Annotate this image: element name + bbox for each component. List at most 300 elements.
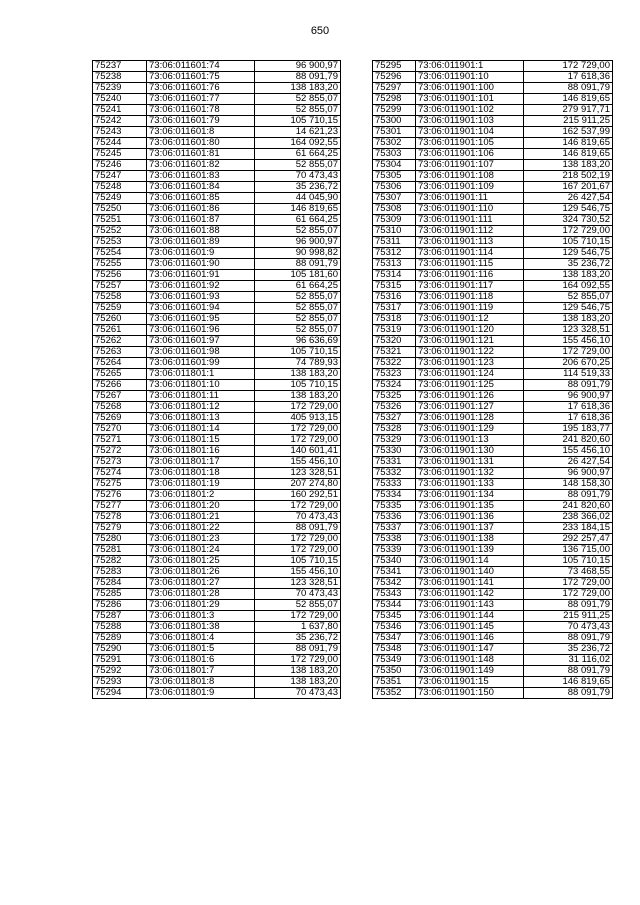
row-number-cell: 75319 <box>373 325 416 336</box>
cadastral-number-cell: 73:06:011801:24 <box>147 545 255 556</box>
cadastral-number-cell: 73:06:011901:125 <box>416 380 524 391</box>
row-number-cell: 75244 <box>93 138 147 149</box>
cadastral-value-cell: 136 715,00 <box>524 545 613 556</box>
table-row <box>93 270 341 281</box>
page-number: 650 <box>310 25 330 37</box>
table-row <box>373 72 613 83</box>
cadastral-number-cell: 73:06:011901:143 <box>416 600 524 611</box>
row-number-cell: 75329 <box>373 435 416 446</box>
table-row <box>373 193 613 204</box>
cadastral-value-cell: 74 789,93 <box>255 358 341 369</box>
cadastral-value-cell: 129 546,75 <box>524 204 613 215</box>
cadastral-value-cell: 155 456,10 <box>255 567 341 578</box>
table-row <box>373 688 613 699</box>
cadastral-value-cell: 52 855,07 <box>255 105 341 116</box>
cadastral-number-cell: 73:06:011901:128 <box>416 413 524 424</box>
table-row <box>93 534 341 545</box>
table-row <box>93 556 341 567</box>
cadastral-value-cell: 88 091,79 <box>524 688 613 699</box>
row-number-cell: 75298 <box>373 94 416 105</box>
table-row <box>373 215 613 226</box>
table-row <box>93 105 341 116</box>
cadastral-value-cell: 172 729,00 <box>524 578 613 589</box>
table-row <box>373 248 613 259</box>
table-row <box>93 127 341 138</box>
row-number-cell: 75328 <box>373 424 416 435</box>
table-row <box>373 347 613 358</box>
cadastral-value-cell: 123 328,51 <box>524 325 613 336</box>
cadastral-number-cell: 73:06:011801:22 <box>147 523 255 534</box>
table-row <box>93 545 341 556</box>
table-row <box>93 600 341 611</box>
cadastral-number-cell: 73:06:011901:132 <box>416 468 524 479</box>
cadastral-value-cell: 172 729,00 <box>255 534 341 545</box>
table-row <box>373 127 613 138</box>
table-row <box>93 281 341 292</box>
cadastral-value-cell: 146 819,65 <box>255 204 341 215</box>
cadastral-number-cell: 73:06:011901:123 <box>416 358 524 369</box>
cadastral-number-cell: 73:06:011601:9 <box>147 248 255 259</box>
cadastral-value-cell: 129 546,75 <box>524 248 613 259</box>
table-row <box>93 688 341 699</box>
row-number-cell: 75300 <box>373 116 416 127</box>
cadastral-value-cell: 138 183,20 <box>255 83 341 94</box>
cadastral-number-cell: 73:06:011801:16 <box>147 446 255 457</box>
table-row <box>373 380 613 391</box>
cadastral-number-cell: 73:06:011901:133 <box>416 479 524 490</box>
cadastral-value-cell: 114 519,33 <box>524 369 613 380</box>
table-row <box>93 336 341 347</box>
table-row <box>93 655 341 666</box>
table-row <box>373 578 613 589</box>
cadastral-value-cell: 88 091,79 <box>524 666 613 677</box>
cadastral-value-cell: 70 473,43 <box>255 688 341 699</box>
row-number-cell: 75251 <box>93 215 147 226</box>
cadastral-number-cell: 73:06:011801:4 <box>147 633 255 644</box>
row-number-cell: 75303 <box>373 149 416 160</box>
cadastral-value-cell: 88 091,79 <box>255 523 341 534</box>
table-row <box>93 490 341 501</box>
cadastral-number-cell: 73:06:011801:11 <box>147 391 255 402</box>
table-row <box>93 292 341 303</box>
cadastral-number-cell: 73:06:011601:88 <box>147 226 255 237</box>
cadastral-number-cell: 73:06:011601:79 <box>147 116 255 127</box>
table-row <box>373 633 613 644</box>
row-number-cell: 75272 <box>93 446 147 457</box>
cadastral-number-cell: 73:06:011901:130 <box>416 446 524 457</box>
row-number-cell: 75316 <box>373 292 416 303</box>
cadastral-number-cell: 73:06:011801:12 <box>147 402 255 413</box>
row-number-cell: 75245 <box>93 149 147 160</box>
table-row <box>373 94 613 105</box>
table-row <box>93 611 341 622</box>
row-number-cell: 75241 <box>93 105 147 116</box>
cadastral-number-cell: 73:06:011901:101 <box>416 94 524 105</box>
table-row <box>93 501 341 512</box>
cadastral-value-cell: 52 855,07 <box>255 314 341 325</box>
cadastral-value-cell: 172 729,00 <box>255 424 341 435</box>
cadastral-number-cell: 73:06:011901:134 <box>416 490 524 501</box>
row-number-cell: 75256 <box>93 270 147 281</box>
registry-table-left-body <box>93 61 341 699</box>
row-number-cell: 75243 <box>93 127 147 138</box>
cadastral-value-cell: 215 911,25 <box>524 116 613 127</box>
row-number-cell: 75344 <box>373 600 416 611</box>
cadastral-value-cell: 172 729,00 <box>524 347 613 358</box>
cadastral-value-cell: 17 618,36 <box>524 402 613 413</box>
cadastral-number-cell: 73:06:011901:141 <box>416 578 524 589</box>
cadastral-value-cell: 105 710,15 <box>255 380 341 391</box>
cadastral-value-cell: 138 183,20 <box>255 391 341 402</box>
cadastral-number-cell: 73:06:011901:12 <box>416 314 524 325</box>
row-number-cell: 75276 <box>93 490 147 501</box>
table-row <box>373 589 613 600</box>
row-number-cell: 75265 <box>93 369 147 380</box>
row-number-cell: 75327 <box>373 413 416 424</box>
cadastral-number-cell: 73:06:011901:14 <box>416 556 524 567</box>
row-number-cell: 75347 <box>373 633 416 644</box>
cadastral-value-cell: 105 710,15 <box>255 116 341 127</box>
row-number-cell: 75313 <box>373 259 416 270</box>
cadastral-number-cell: 73:06:011601:96 <box>147 325 255 336</box>
cadastral-value-cell: 52 855,07 <box>255 325 341 336</box>
row-number-cell: 75257 <box>93 281 147 292</box>
table-row <box>373 655 613 666</box>
row-number-cell: 75286 <box>93 600 147 611</box>
cadastral-number-cell: 73:06:011901:147 <box>416 644 524 655</box>
table-row <box>373 567 613 578</box>
cadastral-number-cell: 73:06:011801:23 <box>147 534 255 545</box>
cadastral-value-cell: 52 855,07 <box>255 303 341 314</box>
row-number-cell: 75323 <box>373 369 416 380</box>
row-number-cell: 75315 <box>373 281 416 292</box>
row-number-cell: 75283 <box>93 567 147 578</box>
table-row <box>93 325 341 336</box>
row-number-cell: 75351 <box>373 677 416 688</box>
table-row <box>373 105 613 116</box>
cadastral-value-cell: 14 621,23 <box>255 127 341 138</box>
cadastral-value-cell: 129 546,75 <box>524 303 613 314</box>
table-row <box>373 611 613 622</box>
row-number-cell: 75262 <box>93 336 147 347</box>
table-row <box>373 204 613 215</box>
cadastral-value-cell: 35 236,72 <box>255 182 341 193</box>
table-row <box>373 182 613 193</box>
cadastral-value-cell: 52 855,07 <box>255 600 341 611</box>
cadastral-value-cell: 105 710,15 <box>524 237 613 248</box>
table-row <box>93 72 341 83</box>
cadastral-value-cell: 160 292,51 <box>255 490 341 501</box>
row-number-cell: 75291 <box>93 655 147 666</box>
cadastral-number-cell: 73:06:011601:74 <box>147 61 255 72</box>
cadastral-number-cell: 73:06:011901:131 <box>416 457 524 468</box>
cadastral-number-cell: 73:06:011801:15 <box>147 435 255 446</box>
cadastral-value-cell: 146 819,65 <box>524 677 613 688</box>
row-number-cell: 75269 <box>93 413 147 424</box>
row-number-cell: 75330 <box>373 446 416 457</box>
cadastral-number-cell: 73:06:011601:95 <box>147 314 255 325</box>
table-row <box>93 193 341 204</box>
cadastral-value-cell: 241 820,60 <box>524 435 613 446</box>
row-number-cell: 75258 <box>93 292 147 303</box>
row-number-cell: 75310 <box>373 226 416 237</box>
cadastral-number-cell: 73:06:011901:108 <box>416 171 524 182</box>
cadastral-value-cell: 167 201,67 <box>524 182 613 193</box>
row-number-cell: 75284 <box>93 578 147 589</box>
table-row <box>373 270 613 281</box>
table-row <box>93 358 341 369</box>
cadastral-number-cell: 73:06:011801:3 <box>147 611 255 622</box>
cadastral-value-cell: 138 183,20 <box>255 666 341 677</box>
row-number-cell: 75246 <box>93 160 147 171</box>
cadastral-number-cell: 73:06:011801:20 <box>147 501 255 512</box>
row-number-cell: 75306 <box>373 182 416 193</box>
row-number-cell: 75349 <box>373 655 416 666</box>
row-number-cell: 75249 <box>93 193 147 204</box>
cadastral-number-cell: 73:06:011801:14 <box>147 424 255 435</box>
row-number-cell: 75352 <box>373 688 416 699</box>
table-row <box>93 314 341 325</box>
cadastral-value-cell: 162 537,99 <box>524 127 613 138</box>
row-number-cell: 75337 <box>373 523 416 534</box>
row-number-cell: 75277 <box>93 501 147 512</box>
row-number-cell: 75324 <box>373 380 416 391</box>
row-number-cell: 75332 <box>373 468 416 479</box>
row-number-cell: 75253 <box>93 237 147 248</box>
cadastral-value-cell: 35 236,72 <box>255 633 341 644</box>
row-number-cell: 75267 <box>93 391 147 402</box>
table-row <box>373 61 613 72</box>
table-row <box>93 347 341 358</box>
table-row <box>373 160 613 171</box>
cadastral-number-cell: 73:06:011601:89 <box>147 237 255 248</box>
table-row <box>373 171 613 182</box>
table-row <box>93 380 341 391</box>
cadastral-value-cell: 90 998,82 <box>255 248 341 259</box>
cadastral-value-cell: 195 183,77 <box>524 424 613 435</box>
table-row <box>93 413 341 424</box>
cadastral-value-cell: 148 158,30 <box>524 479 613 490</box>
cadastral-value-cell: 105 710,15 <box>255 347 341 358</box>
table-row <box>373 336 613 347</box>
cadastral-number-cell: 73:06:011901:103 <box>416 116 524 127</box>
cadastral-number-cell: 73:06:011901:150 <box>416 688 524 699</box>
table-row <box>373 369 613 380</box>
row-number-cell: 75252 <box>93 226 147 237</box>
row-number-cell: 75279 <box>93 523 147 534</box>
cadastral-number-cell: 73:06:011901:113 <box>416 237 524 248</box>
cadastral-value-cell: 35 236,72 <box>524 259 613 270</box>
table-row <box>373 259 613 270</box>
row-number-cell: 75343 <box>373 589 416 600</box>
cadastral-number-cell: 73:06:011901:10 <box>416 72 524 83</box>
row-number-cell: 75299 <box>373 105 416 116</box>
table-row <box>93 369 341 380</box>
row-number-cell: 75340 <box>373 556 416 567</box>
cadastral-number-cell: 73:06:011601:91 <box>147 270 255 281</box>
table-row <box>373 314 613 325</box>
table-row <box>373 534 613 545</box>
cadastral-number-cell: 73:06:011801:28 <box>147 589 255 600</box>
cadastral-number-cell: 73:06:011901:111 <box>416 215 524 226</box>
cadastral-value-cell: 206 670,25 <box>524 358 613 369</box>
row-number-cell: 75342 <box>373 578 416 589</box>
cadastral-number-cell: 73:06:011801:17 <box>147 457 255 468</box>
row-number-cell: 75314 <box>373 270 416 281</box>
cadastral-value-cell: 146 819,65 <box>524 94 613 105</box>
cadastral-number-cell: 73:06:011801:18 <box>147 468 255 479</box>
table-row <box>373 391 613 402</box>
cadastral-number-cell: 73:06:011901:144 <box>416 611 524 622</box>
table-row <box>93 61 341 72</box>
cadastral-value-cell: 17 618,36 <box>524 72 613 83</box>
cadastral-value-cell: 70 473,43 <box>255 512 341 523</box>
cadastral-value-cell: 1 637,80 <box>255 622 341 633</box>
table-row <box>373 501 613 512</box>
row-number-cell: 75301 <box>373 127 416 138</box>
cadastral-number-cell: 73:06:011601:77 <box>147 94 255 105</box>
cadastral-value-cell: 138 183,20 <box>255 677 341 688</box>
cadastral-number-cell: 73:06:011901:137 <box>416 523 524 534</box>
cadastral-number-cell: 73:06:011901:107 <box>416 160 524 171</box>
cadastral-number-cell: 73:06:011901:115 <box>416 259 524 270</box>
row-number-cell: 75293 <box>93 677 147 688</box>
row-number-cell: 75339 <box>373 545 416 556</box>
table-row <box>373 424 613 435</box>
cadastral-value-cell: 123 328,51 <box>255 578 341 589</box>
cadastral-value-cell: 172 729,00 <box>255 435 341 446</box>
table-row <box>93 116 341 127</box>
cadastral-number-cell: 73:06:011801:21 <box>147 512 255 523</box>
row-number-cell: 75239 <box>93 83 147 94</box>
row-number-cell: 75263 <box>93 347 147 358</box>
cadastral-number-cell: 73:06:011901:118 <box>416 292 524 303</box>
table-row <box>373 523 613 534</box>
cadastral-number-cell: 73:06:011901:149 <box>416 666 524 677</box>
row-number-cell: 75331 <box>373 457 416 468</box>
table-row <box>373 446 613 457</box>
cadastral-number-cell: 73:06:011901:145 <box>416 622 524 633</box>
cadastral-value-cell: 70 473,43 <box>524 622 613 633</box>
row-number-cell: 75336 <box>373 512 416 523</box>
registry-table-right <box>372 60 613 699</box>
table-row <box>373 490 613 501</box>
cadastral-number-cell: 73:06:011801:25 <box>147 556 255 567</box>
table-row <box>373 226 613 237</box>
cadastral-number-cell: 73:06:011601:78 <box>147 105 255 116</box>
row-number-cell: 75322 <box>373 358 416 369</box>
row-number-cell: 75346 <box>373 622 416 633</box>
cadastral-number-cell: 73:06:011901:122 <box>416 347 524 358</box>
cadastral-value-cell: 155 456,10 <box>255 457 341 468</box>
cadastral-number-cell: 73:06:011901:124 <box>416 369 524 380</box>
row-number-cell: 75341 <box>373 567 416 578</box>
cadastral-value-cell: 140 601,41 <box>255 446 341 457</box>
table-row <box>93 479 341 490</box>
row-number-cell: 75266 <box>93 380 147 391</box>
cadastral-value-cell: 207 274,80 <box>255 479 341 490</box>
cadastral-number-cell: 73:06:011901:142 <box>416 589 524 600</box>
cadastral-value-cell: 105 181,60 <box>255 270 341 281</box>
table-row <box>93 666 341 677</box>
row-number-cell: 75238 <box>93 72 147 83</box>
cadastral-number-cell: 73:06:011901:116 <box>416 270 524 281</box>
cadastral-number-cell: 73:06:011901:11 <box>416 193 524 204</box>
cadastral-number-cell: 73:06:011601:75 <box>147 72 255 83</box>
row-number-cell: 75285 <box>93 589 147 600</box>
cadastral-number-cell: 73:06:011801:29 <box>147 600 255 611</box>
row-number-cell: 75240 <box>93 94 147 105</box>
table-row <box>93 622 341 633</box>
row-number-cell: 75295 <box>373 61 416 72</box>
cadastral-number-cell: 73:06:011601:84 <box>147 182 255 193</box>
table-row <box>93 160 341 171</box>
cadastral-number-cell: 73:06:011601:82 <box>147 160 255 171</box>
row-number-cell: 75290 <box>93 644 147 655</box>
table-row <box>93 248 341 259</box>
cadastral-number-cell: 73:06:011601:90 <box>147 259 255 270</box>
cadastral-value-cell: 105 710,15 <box>255 556 341 567</box>
cadastral-value-cell: 138 183,20 <box>524 270 613 281</box>
cadastral-number-cell: 73:06:011901:148 <box>416 655 524 666</box>
cadastral-value-cell: 96 900,97 <box>524 468 613 479</box>
cadastral-number-cell: 73:06:011601:81 <box>147 149 255 160</box>
table-row <box>373 281 613 292</box>
table-row <box>93 468 341 479</box>
row-number-cell: 75247 <box>93 171 147 182</box>
registry-table-right-body <box>373 61 613 699</box>
cadastral-number-cell: 73:06:011901:119 <box>416 303 524 314</box>
cadastral-value-cell: 172 729,00 <box>524 589 613 600</box>
table-row <box>93 446 341 457</box>
row-number-cell: 75294 <box>93 688 147 699</box>
cadastral-number-cell: 73:06:011601:86 <box>147 204 255 215</box>
cadastral-value-cell: 88 091,79 <box>524 83 613 94</box>
table-row <box>93 259 341 270</box>
row-number-cell: 75273 <box>93 457 147 468</box>
cadastral-value-cell: 218 502,19 <box>524 171 613 182</box>
cadastral-number-cell: 73:06:011801:5 <box>147 644 255 655</box>
row-number-cell: 75282 <box>93 556 147 567</box>
table-row <box>373 358 613 369</box>
cadastral-value-cell: 73 468,55 <box>524 567 613 578</box>
row-number-cell: 75297 <box>373 83 416 94</box>
row-number-cell: 75305 <box>373 171 416 182</box>
table-row <box>373 677 613 688</box>
cadastral-value-cell: 88 091,79 <box>524 600 613 611</box>
row-number-cell: 75304 <box>373 160 416 171</box>
row-number-cell: 75321 <box>373 347 416 358</box>
row-number-cell: 75287 <box>93 611 147 622</box>
cadastral-value-cell: 52 855,07 <box>524 292 613 303</box>
cadastral-value-cell: 164 092,55 <box>524 281 613 292</box>
cadastral-value-cell: 88 091,79 <box>255 72 341 83</box>
cadastral-value-cell: 96 900,97 <box>524 391 613 402</box>
row-number-cell: 75308 <box>373 204 416 215</box>
cadastral-value-cell: 88 091,79 <box>524 633 613 644</box>
cadastral-number-cell: 73:06:011601:87 <box>147 215 255 226</box>
table-row <box>93 589 341 600</box>
table-row <box>373 457 613 468</box>
row-number-cell: 75278 <box>93 512 147 523</box>
cadastral-value-cell: 105 710,15 <box>524 556 613 567</box>
table-row <box>373 413 613 424</box>
cadastral-number-cell: 73:06:011601:94 <box>147 303 255 314</box>
cadastral-value-cell: 324 730,52 <box>524 215 613 226</box>
cadastral-value-cell: 172 729,00 <box>255 611 341 622</box>
row-number-cell: 75311 <box>373 237 416 248</box>
cadastral-value-cell: 138 183,20 <box>524 314 613 325</box>
